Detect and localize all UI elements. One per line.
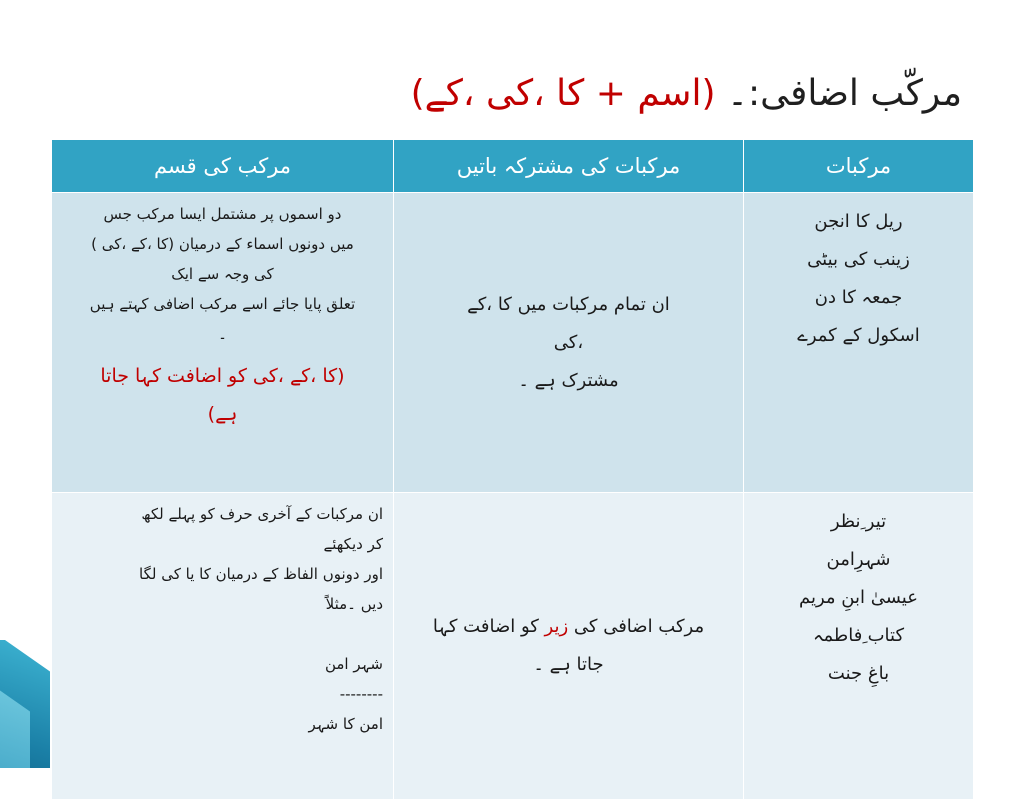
example-line: شہرِامن xyxy=(826,549,891,570)
example-line: باغِ جنت xyxy=(827,663,890,684)
header-common-features: مرکبات کی مشترکہ باتیں xyxy=(394,140,744,193)
row2-definition xyxy=(52,493,394,800)
header-compounds: مرکبات xyxy=(744,140,974,193)
common-line: جاتا ہے ۔ xyxy=(533,654,604,675)
title-main: مرکّب اضافی:۔ xyxy=(726,73,962,114)
definition-line: شہر امن xyxy=(324,655,383,673)
example-line: ریل کا انجن xyxy=(814,211,903,232)
izafat-note-line: ہے) xyxy=(207,403,238,425)
table-header-row xyxy=(52,140,974,193)
table-row xyxy=(52,193,974,493)
example-line: تیر ِنظر xyxy=(830,511,887,532)
example-line: اسکول کے کمرے xyxy=(797,325,920,346)
definition-line: دیں ۔مثلاًََ xyxy=(325,595,383,613)
definition-line: ۔ xyxy=(218,325,227,343)
common-line: ،کی xyxy=(553,331,584,353)
definition-line: کر دیکھئے xyxy=(323,535,383,553)
zer-highlight: زیر xyxy=(544,616,569,637)
izafat-note-line: (کا ،کے ،کی کو اضافت کہا جاتا xyxy=(100,365,345,387)
definition-line: کی وجہ سے ایک xyxy=(171,265,274,283)
definition-line: -------- xyxy=(339,685,383,703)
example-line: جمعہ کا دن xyxy=(814,287,903,308)
definition-line: ان مرکبات کے آخری حرف کو پہلے لکھ xyxy=(141,505,383,523)
compounds-table xyxy=(51,139,974,800)
definition-line: دو اسموں پر مشتمل ایسا مرکب جس xyxy=(103,205,342,223)
slide-title xyxy=(411,68,962,120)
example-line: زینب کی بیٹی xyxy=(807,249,910,270)
row1-common-features xyxy=(394,193,744,493)
row1-definition xyxy=(52,193,394,493)
row1-examples xyxy=(744,193,974,493)
definition-line: میں دونوں اسماء کے درمیان (کا ،کے ،کی ) xyxy=(91,235,354,253)
common-line: مشترک ہے ۔ xyxy=(518,369,619,391)
definition-line: اور دونوں الفاظ کے درمیان کا یا کی لگا xyxy=(139,565,383,583)
row2-common-features xyxy=(394,493,744,800)
definition-line xyxy=(62,619,383,649)
common-line: ان تمام مرکبات میں کا ،کے xyxy=(467,293,670,315)
title-formula: (اسم + کا ،کی ،کے) xyxy=(410,73,716,114)
example-line: کتاب ِفاطمہ xyxy=(812,625,905,646)
definition-line: امن کا شہر xyxy=(308,715,383,733)
header-compound-type: مرکب کی قسم xyxy=(52,140,394,193)
row2-examples xyxy=(744,493,974,800)
example-line: عیسیٰ ابنِ مریم xyxy=(799,587,918,608)
common-line: مرکب اضافی کی زیر کو اضافت کہا xyxy=(432,616,705,637)
definition-line: تعلق پایا جائے اسے مرکب اضافی کہتے ہیں xyxy=(89,295,356,313)
table-row xyxy=(52,493,974,800)
